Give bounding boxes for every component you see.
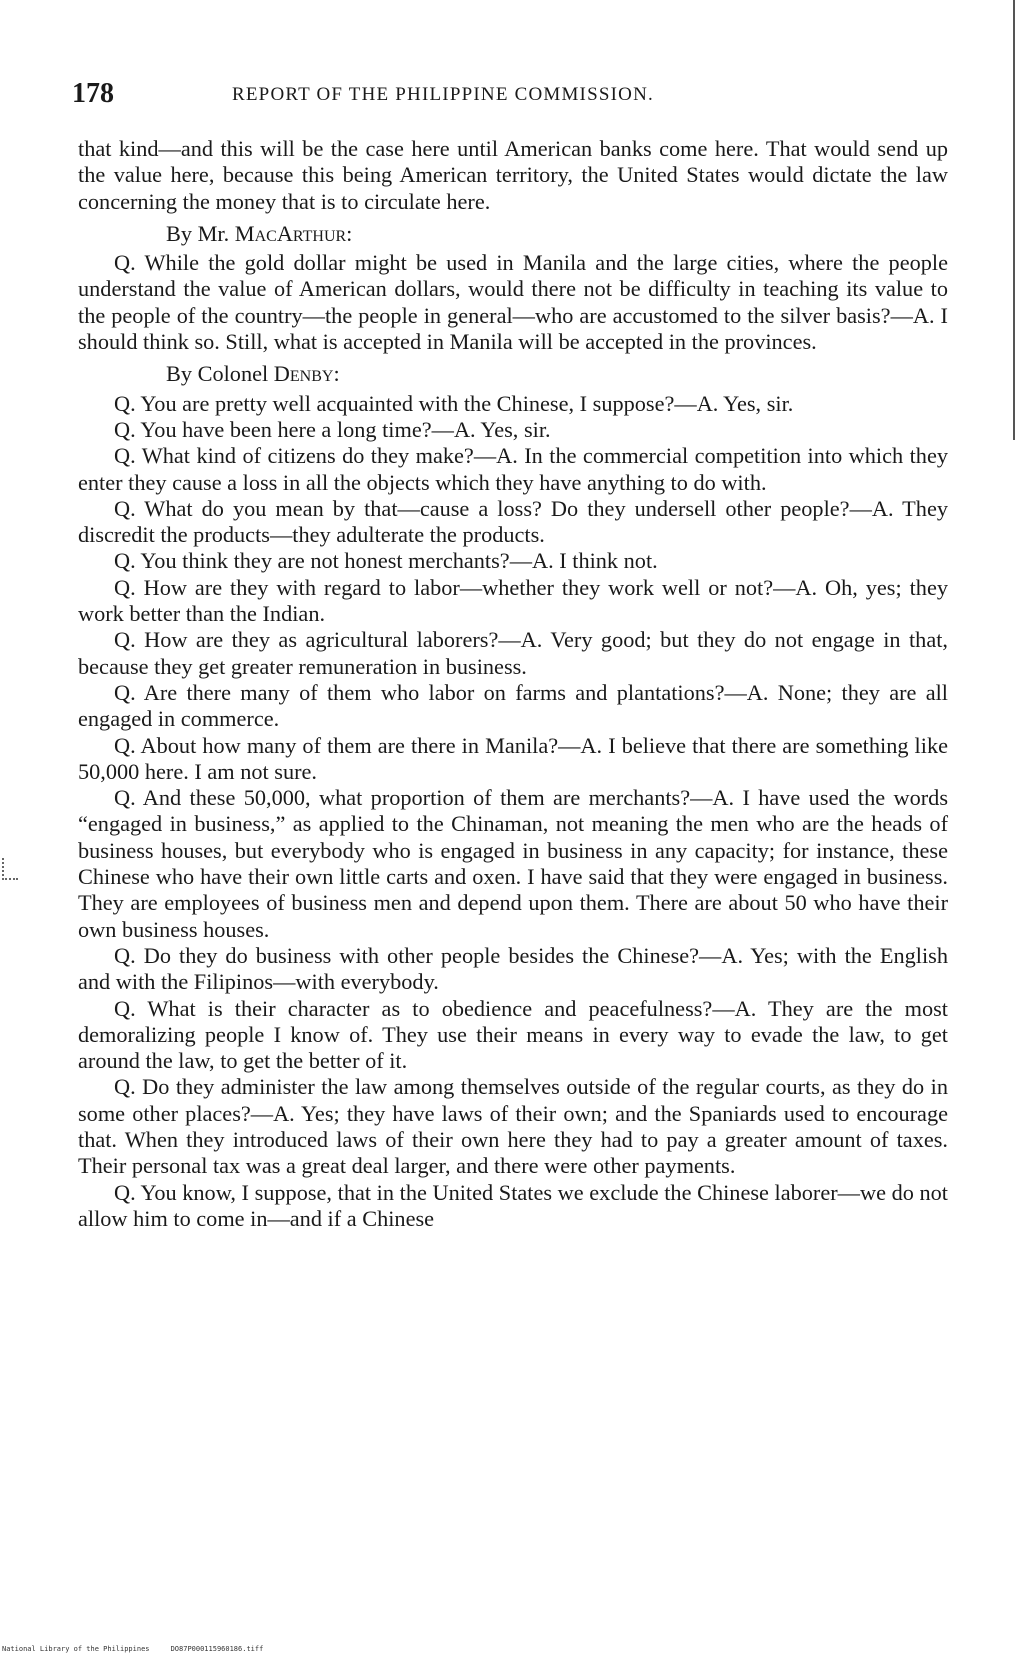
footer-source: National Library of the Philippines [2, 1645, 150, 1653]
qa-paragraph: Q. Do they do business with other people besides the Chinese?—A. Yes; with the English and with the Filipinos—with everybody. [78, 942, 948, 995]
scan-edge-rule [1013, 0, 1015, 440]
qa-paragraph: Q. What is their character as to obedience and peacefulness?—A. They are the most demoralizing people I know of. They use their means in every way to evade the law, to get around the law, to get the better of it. [78, 995, 948, 1074]
page-header [72, 78, 792, 114]
qa-paragraph: Q. How are they as agricultural laborers?—A. Very good; but they do not engage in that, because they get greater remuneration in business. [78, 627, 948, 679]
qa-paragraph: Q. What kind of citizens do they make?—A. In the commercial competition into which they enter they cause a loss in all the objects which they have anything to do with. [78, 443, 948, 495]
body-text [78, 136, 948, 1232]
examiner-heading [78, 361, 948, 387]
scan-footer [2, 1645, 263, 1653]
qa-paragraph: Q. Do they administer the law among themselves outside of the regular courts, as they do in some other places?—A. Yes; they have laws of their own; and the Spaniards used to encourage that. When they introduced laws of their own here they had to pay a greater amount of taxes. Their personal tax was a great deal larger, and there were other payments. [78, 1074, 948, 1179]
qa-paragraph: Q. You are pretty well acquainted with the Chinese, I suppose?—A. Yes, sir. [114, 390, 794, 416]
page-number: 178 [72, 78, 114, 109]
examiner-name: Denby: [273, 361, 340, 387]
examiner-name: MacArthur: [234, 220, 353, 246]
qa-paragraph: Q. And these 50,000, what proportion of them are merchants?—A. I have used the words “engaged in business,” as applied to the Chinaman, not meaning the men who are the heads of business houses, but everybody who is engaged in business in any capacity; for instance, these Chinese who have their own little carts and oxen. I have said that they were engaged in business. They are employees of business men and depend upon them. There are about 50 who have their own business houses. [78, 785, 948, 942]
qa-paragraph: Q. You think they are not honest merchants?—A. I think not. [114, 548, 658, 574]
qa-paragraph: Q. Are there many of them who labor on farms and plantations?—A. None; they are all engaged in commerce. [78, 679, 948, 732]
qa-paragraph: Q. About how many of them are there in Manila?—A. I believe that there are something like 50,000 here. I am not sure. [78, 732, 948, 784]
qa-paragraph: Q. What do you mean by that—cause a loss? Do they undersell other people?—A. They discredit the products—they adulterate the products. [78, 495, 948, 548]
qa-paragraph: Q. You know, I suppose, that in the United States we exclude the Chinese laborer—we do not allow him to come in—and if a Chinese [78, 1179, 948, 1231]
footer-file: DO87P000115960186.tiff [170, 1645, 264, 1653]
scan-margin-mark [2, 858, 18, 880]
running-title: REPORT OF THE PHILIPPINE COMMISSION. [232, 84, 654, 105]
paragraph: that kind—and this will be the case here until American banks come here. That would send up the value here, because this being American territory, the United States would dictate the law concerning the money that is to circulate here. [78, 136, 948, 214]
examiner-prefix: By Colonel [166, 361, 274, 387]
qa-paragraph: Q. You have been here a long time?—A. Yes, sir. [114, 416, 551, 442]
examiner-heading [78, 221, 948, 247]
examiner-prefix: By Mr. [166, 220, 235, 246]
qa-paragraph: Q. How are they with regard to labor—whether they work well or not?—A. Oh, yes; they work better than the Indian. [78, 574, 948, 627]
qa-paragraph: Q. While the gold dollar might be used in Manila and the large cities, where the people understand the value of American dollars, would there not be difficulty in teaching its value to the people of the country—the people in general—who are accustomed to the silver basis?—A. I should think so. Still, what is accepted in Manila will be accepted in the provinces. [78, 250, 948, 355]
